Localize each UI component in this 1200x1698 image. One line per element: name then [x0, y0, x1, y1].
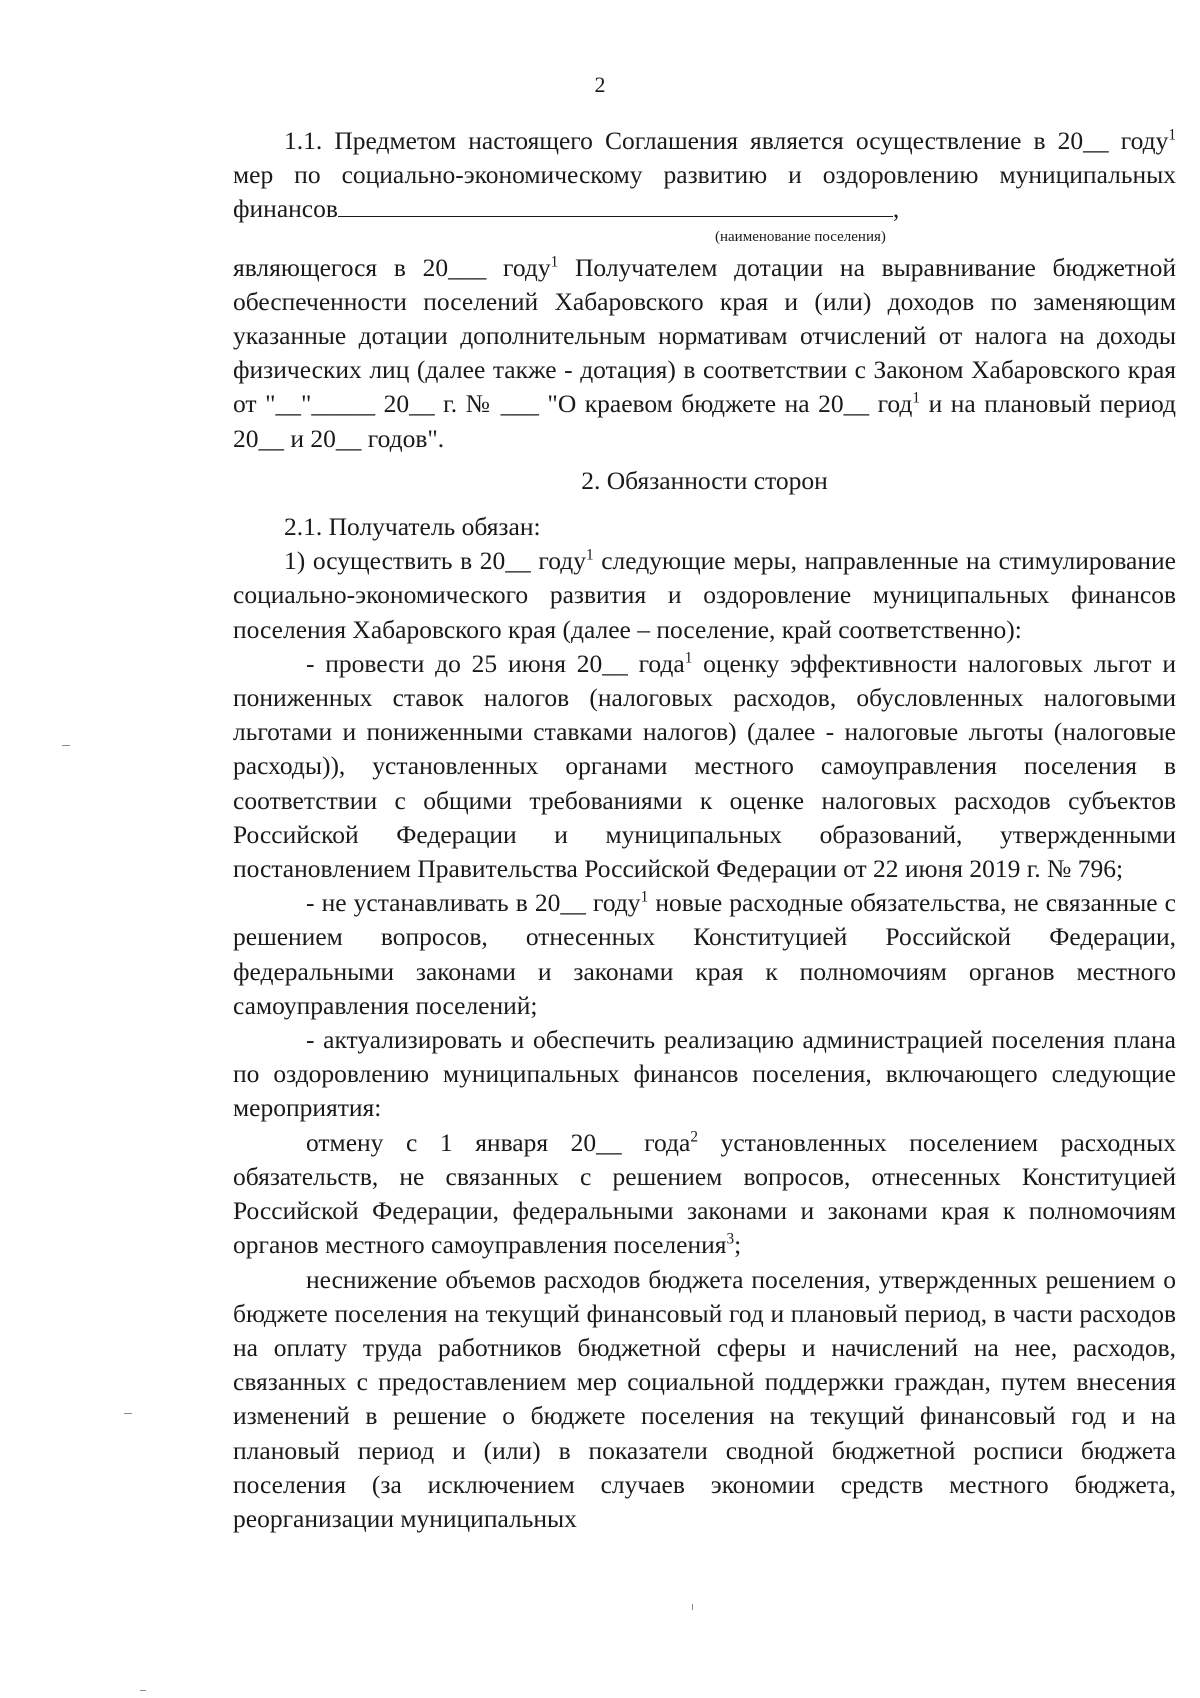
footnote-ref: 1: [912, 389, 921, 407]
footnote-ref: 3: [726, 1230, 735, 1248]
paragraph-text: являющегося в 20___ году: [233, 252, 551, 282]
footnote-ref: 1: [684, 649, 693, 667]
footnote-ref: 2: [690, 1128, 698, 1146]
footnote-ref: 1: [640, 888, 649, 906]
document-body: [233, 124, 1176, 1536]
scan-speck: [124, 1413, 132, 1414]
paragraph-text: мер по социально-экономическому развитию и оздоровлению муниципальных финансов: [233, 160, 1176, 224]
page-number: 2: [594, 72, 606, 97]
paragraph-text: ;: [734, 1230, 742, 1260]
paragraph-1-1: [233, 124, 1176, 227]
paragraph-text: установленных поселением расходных обязательств, не связанных с решением вопросов, отнесенных Конституцией Российской Федерации, федеральными законами и законами края к полномочиям органов местного самоуправления поселения: [233, 1127, 1176, 1260]
paragraph-2-1: 2.1. Получатель обязан:: [284, 512, 541, 542]
paragraph-text: - не устанавливать в 20__ году: [306, 888, 641, 918]
measure-cancel-obligations: [233, 1126, 1176, 1263]
footnote-ref: 1: [1168, 126, 1176, 144]
paragraph-text: следующие меры, направленные на стимулирование социально-экономического развития и оздоровление муниципальных финансов поселения Хабаровского края (далее – поселение, край соответственно):: [233, 546, 1176, 644]
scan-speck: [140, 1690, 146, 1691]
bullet-tax-assessment: [233, 647, 1176, 886]
paragraph-text: Получателем дотации на выравнивание бюджетной обеспеченности поселений Хабаровского края и (или) доходов по заменяющим указанные дотации дополнительным нормативам отчислений от налога на доходы физических лиц (далее также - дотация) в соответствии с Законом Хабаровского края от "__"_____ 20__ г. № ___ "О краевом бюджете на 20__ год: [233, 252, 1176, 419]
paragraph-2-1-1: [233, 544, 1176, 647]
bullet-no-new-obligations: [233, 886, 1176, 1023]
settlement-name-field: [338, 194, 893, 217]
paragraph-text: 1) осуществить в 20__ году: [284, 546, 586, 576]
bullet-recovery-plan: - актуализировать и обеспечить реализацию администрацией поселения плана по оздоровлению муниципальных финансов поселения, включающего следующие мероприятия:: [233, 1025, 1176, 1123]
paragraph-text: новые расходные обязательства, не связанные с решением вопросов, отнесенных Конституцией Российской Федерации, федеральными законами и законами края к полномочиям органов местного самоуправления поселений;: [233, 888, 1176, 1020]
paragraph-text: и на плановый период 20__ и 20__ годов".: [233, 389, 1176, 453]
measure-no-reduction: неснижение объемов расходов бюджета поселения, утвержденных решением о бюджете поселения на текущий финансовый год и плановый период, в части расходов на оплату труда работников бюджетной сферы и начислений на нее, расходов, связанных с предоставлением мер социальной поддержки граждан, путем внесения изменений в решение о бюджете поселения на текущий финансовый год и на плановый период и (или) в показатели сводной бюджетной росписи бюджета поселения (за исключением случаев экономии средств местного бюджета, реорганизации муниципальных: [233, 1264, 1176, 1533]
field-caption: (наименование поселения): [715, 228, 886, 245]
section-2-heading: 2. Обязанности сторон: [581, 465, 828, 495]
footnote-ref: 1: [550, 253, 559, 271]
paragraph-text: - провести до 25 июня 20__ года: [306, 648, 685, 678]
scan-speck: [692, 1604, 693, 1610]
paragraph-text: ,: [892, 194, 900, 224]
paragraph-text: отмену с 1 января 20__ года: [306, 1127, 691, 1157]
paragraph-text: 1.1. Предметом настоящего Соглашения является осуществление в 20__ году: [284, 126, 1169, 155]
paragraph-1-1-continued: [233, 251, 1176, 456]
paragraph-text: оценку эффективности налоговых льгот и пониженных ставок налогов (налоговых расходов, обусловленных налоговыми льготами и пониженными ставками налогов) (далее - налоговые льготы (налоговые расходы)), установленных органами местного самоуправления поселения в соответствии с общими требованиями к оценке налоговых расходов субъектов Российской Федерации и муниципальных образований, утвержденными постановлением Правительства Российской Федерации от 22 июня 2019 г. № 796;: [233, 648, 1176, 884]
footnote-ref: 1: [585, 546, 594, 564]
scan-speck: [62, 745, 70, 746]
